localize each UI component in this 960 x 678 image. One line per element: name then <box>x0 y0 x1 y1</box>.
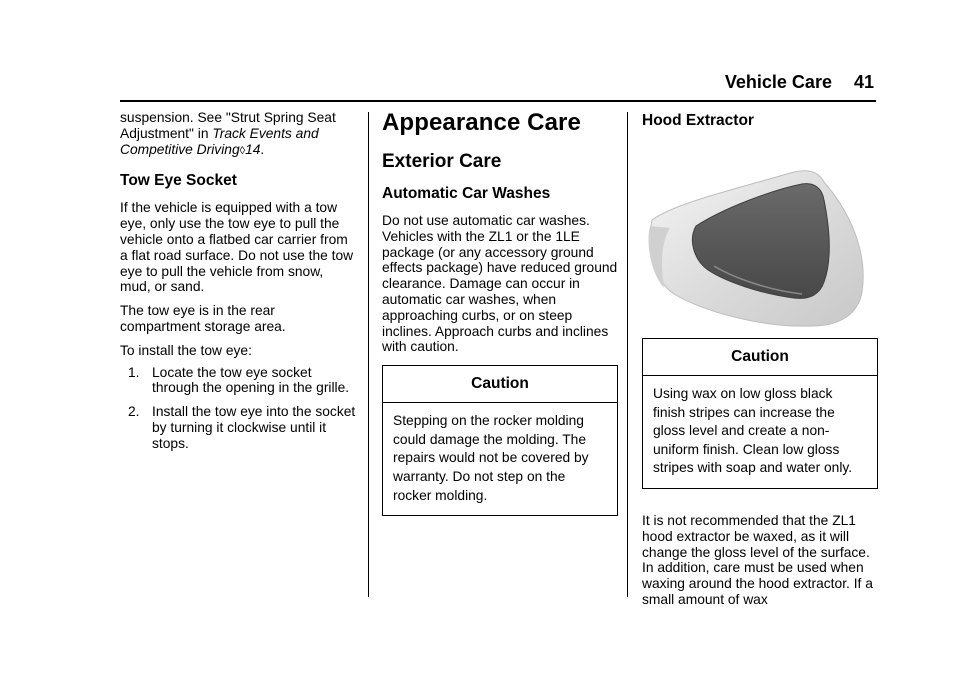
caution-title: Caution <box>643 339 877 376</box>
column-3 <box>642 110 878 608</box>
caution-text: Stepping on the rocker molding could damage the molding. The repairs would not be covered by warranty. Do not step on the rocker molding. <box>393 413 589 503</box>
hood-extractor-heading: Hood Extractor <box>642 112 754 129</box>
column-2 <box>382 110 618 516</box>
page-header <box>725 72 874 93</box>
caution-text: Using wax on low gloss black finish stripes can increase the gloss level and create a non-uniform finish. Clean low gloss stripes with soap and water only. <box>653 386 853 476</box>
column-1 <box>120 110 356 460</box>
car-wash-heading: Automatic Car Washes <box>382 185 551 202</box>
exterior-care-heading: Exterior Care <box>382 151 502 172</box>
caution-title: Caution <box>383 366 617 403</box>
column-divider-2 <box>627 112 628 597</box>
tow-eye-paragraph-3: To install the tow eye: <box>120 342 252 358</box>
section-title: Vehicle Care <box>724 72 832 92</box>
intro-paragraph: suspension. See "Strut Spring Seat Adjustment" in Track Events and Competitive Driving◊14. <box>120 110 336 157</box>
install-steps <box>120 365 356 452</box>
header-rule <box>120 100 876 102</box>
tow-eye-paragraph-2: The tow eye is in the rear compartment storage area. <box>120 303 286 334</box>
page-ref-arrow-icon: ◊ <box>239 144 246 157</box>
page-number: 41 <box>853 72 874 92</box>
caution-box <box>642 338 878 489</box>
appearance-care-heading: Appearance Care <box>382 109 581 136</box>
caution-box <box>382 365 618 516</box>
tow-eye-heading: Tow Eye Socket <box>120 172 237 190</box>
tow-eye-paragraph-1: If the vehicle is equipped with a tow eye, only use the tow eye to pull the vehicle onto a flatbed car carrier from a flat road surface. Do not use the tow eye to pull the vehicle from snow, mud, or sand. <box>120 200 354 295</box>
list-item: 2. Install the tow eye into the socket by turning it clockwise until it stops. <box>128 404 356 451</box>
column-divider-1 <box>368 112 369 597</box>
hood-extractor-paragraph: It is not recommended that the ZL1 hood extractor be waxed, as it will change the gloss level of the surface. In addition, care must be used when waxing around the hood extractor. If a small amount of wax <box>642 512 873 607</box>
cross-reference-page[interactable]: 14 <box>245 141 261 157</box>
hood-extractor-image <box>644 142 874 328</box>
car-wash-paragraph: Do not use automatic car washes. Vehicles with the ZL1 or the 1LE package (or any accessory ground effects package) have reduced ground clearance. Damage can occur in automatic car washes, when approaching curbs, or on steep inclines. Approach curbs and inclines with caution. <box>382 213 618 355</box>
list-item: 1. Locate the tow eye socket through the opening in the grille. <box>128 364 350 396</box>
cross-reference-link[interactable]: Track Events and Competitive Driving <box>120 125 319 157</box>
